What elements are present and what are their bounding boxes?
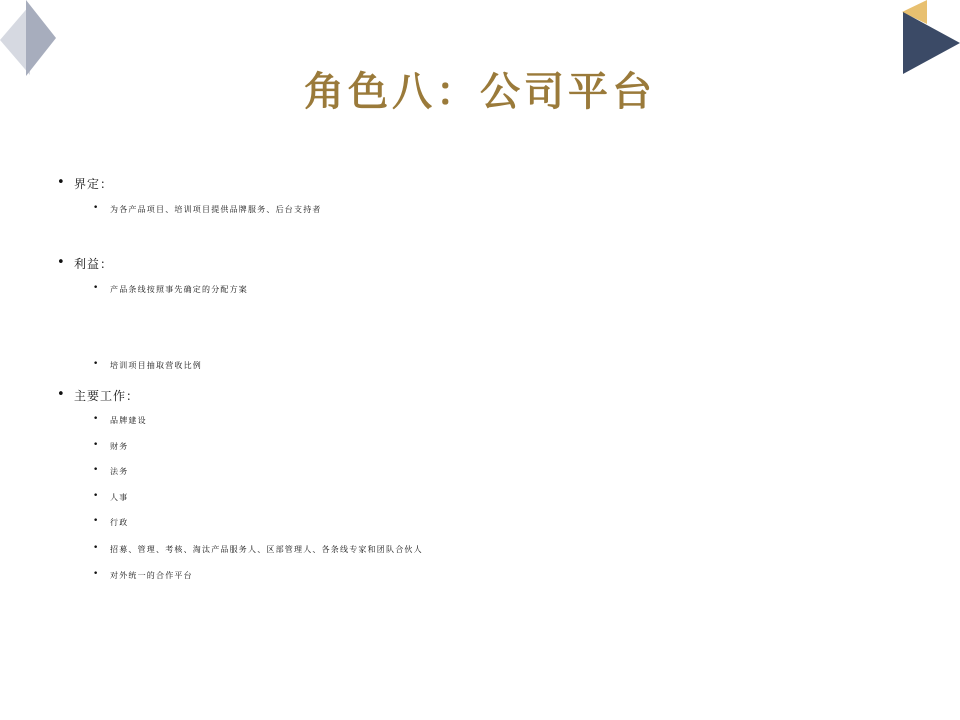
bullet-icon: • — [93, 465, 99, 475]
bullet-icon: • — [93, 569, 99, 579]
bullet-icon: • — [93, 440, 99, 450]
bullet-icon: • — [93, 414, 99, 424]
list-item-text: 产品条线按照事先确定的分配方案 — [110, 285, 248, 294]
list-item-text: 为各产品项目、培训项目提供品牌服务、后台支持者 — [110, 205, 322, 214]
section-label: 界定： — [74, 177, 114, 191]
bullet-icon: • — [57, 387, 65, 402]
list-item-text: 对外统一的合作平台 — [110, 571, 193, 580]
list-item-text: 培训项目抽取营收比例 — [110, 361, 202, 370]
list-item-text: 财务 — [110, 442, 129, 451]
bullet-icon: • — [93, 359, 99, 369]
bullet-icon: • — [93, 543, 99, 553]
list-item-text: 法务 — [110, 467, 129, 476]
bullet-icon: • — [57, 175, 65, 190]
list-item-text: 招募、管理、考核、淘汰产品服务人、区部管理人、各条线专家和团队合伙人 — [110, 545, 423, 554]
section-label: 主要工作： — [74, 389, 140, 403]
bullet-icon: • — [93, 283, 99, 293]
list-item-text: 行政 — [110, 518, 129, 527]
bullet-icon: • — [57, 255, 65, 270]
list-item-text: 品牌建设 — [110, 416, 147, 425]
bullet-icon: • — [93, 516, 99, 526]
bullet-icon: • — [93, 203, 99, 213]
list-item-text: 人事 — [110, 493, 129, 502]
bullet-icon: • — [93, 491, 99, 501]
section-label: 利益： — [74, 257, 114, 271]
slide-title: 角色八：公司平台 — [304, 69, 656, 115]
